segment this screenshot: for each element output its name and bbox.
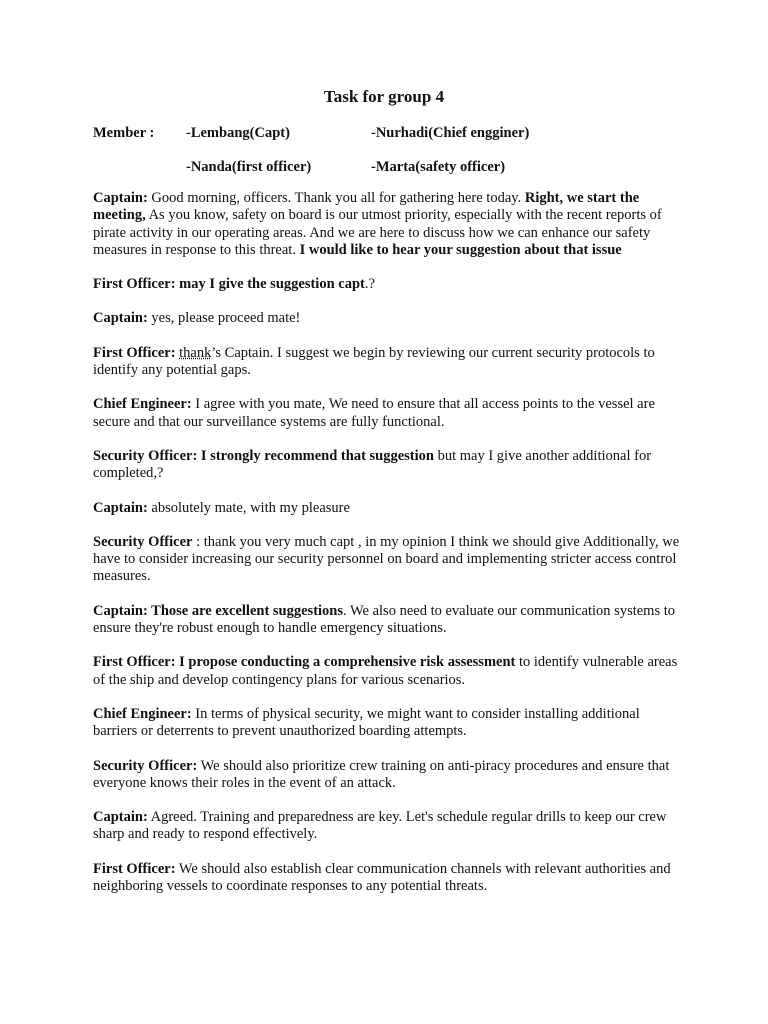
dialogue-turn <box>93 190 683 259</box>
dialogue-text: : thank you very much capt , in my opinion I think we should give Additionally, we have to consider increasing our security personnel on board and implementing stricter access control measures. <box>93 533 680 585</box>
member-marta: -Marta(safety officer) <box>371 159 506 175</box>
speaker-name: Captain: <box>93 310 148 327</box>
dialogue-text: We should also prioritize crew training on anti-piracy procedures and ensure that everyone knows their roles in the event of an attack. <box>93 757 670 791</box>
dialogue-text: .? <box>364 276 375 293</box>
dialogue-turn <box>93 448 683 483</box>
dialogue-text: absolutely mate, with my pleasure <box>147 499 350 516</box>
member-nanda: -Nanda(first officer) <box>186 159 312 175</box>
document-title: Task for group 4 <box>323 87 445 106</box>
speaker-name: Security Officer: <box>93 447 198 464</box>
speaker-name: Captain: <box>93 190 148 206</box>
speaker-name: First Officer: <box>93 860 176 877</box>
dialogue-turn <box>93 706 683 741</box>
dialogue-text: Agreed. Training and preparedness are key. Let's schedule regular drills to keep our crew sharp and ready to respond effectively. <box>93 809 667 843</box>
member-label: Member : <box>93 125 155 141</box>
dialogue-text: to identify vulnerable areas of the ship and develop contingency plans for various scenarios. <box>93 654 678 688</box>
dialogue-turn <box>93 603 683 638</box>
speaker-name: Chief Engineer: <box>93 705 192 722</box>
emphasized-text: Right, we start the meeting, <box>93 190 640 224</box>
speaker-name: First Officer: <box>93 344 176 361</box>
emphasized-text: I would like to hear your suggestion about that issue <box>299 241 622 258</box>
dialogue-text: thank <box>179 344 212 361</box>
dialogue-turn <box>93 345 683 380</box>
emphasized-text: I strongly recommend that suggestion <box>197 447 434 464</box>
dialogue-turn <box>93 861 683 896</box>
member-nurhadi: -Nurhadi(Chief engginer) <box>371 125 530 141</box>
dialogue-turn <box>93 500 683 517</box>
emphasized-text: may I give the suggestion capt <box>175 276 365 293</box>
speaker-name: Captain: <box>93 602 148 619</box>
dialogue-text: yes, please proceed mate! <box>147 310 301 327</box>
dialogue-turn <box>93 276 683 293</box>
dialogue-turn <box>93 396 683 431</box>
dialogue-text: As you know, safety on board is our utmost priority, especially with the recent reports of pirate activity in our operating areas. And we are here to discuss how we can enhance our safety measures in response to this threat. <box>93 207 662 258</box>
dialogue-turn <box>93 809 683 844</box>
speaker-name: Captain: <box>93 809 148 826</box>
member-lembang: -Lembang(Capt) <box>186 125 290 141</box>
dialogue-text: In terms of physical security, we might want to consider installing additional barriers or deterrents to prevent unauthorized boarding attempts. <box>93 705 640 740</box>
dialogue <box>93 190 683 912</box>
speaker-name: Security Officer <box>93 533 193 550</box>
dialogue-text: . We also need to evaluate our communication systems to ensure they're robust enough to handle emergency situations. <box>93 602 676 637</box>
dialogue-text: but may I give another additional for completed,? <box>93 447 652 482</box>
speaker-name: Captain: <box>93 499 148 516</box>
speaker-name: Security Officer: <box>93 757 198 774</box>
dialogue-text: ’s Captain. I suggest we begin by reviewing our current security protocols to identify any potential gaps. <box>93 344 655 379</box>
emphasized-text: Those are excellent suggestions <box>147 602 344 619</box>
dialogue-turn <box>93 758 683 793</box>
speaker-name: Chief Engineer: <box>93 396 192 413</box>
dialogue-turn <box>93 310 683 327</box>
dialogue-text: We should also establish clear communication channels with relevant authorities and neighboring vessels to coordinate responses to any potential threats. <box>93 860 671 895</box>
dialogue-text: I agree with you mate, We need to ensure that all access points to the vessel are secure and that our surveillance systems are fully functional. <box>93 396 655 430</box>
dialogue-turn <box>93 534 683 586</box>
dialogue-turn <box>93 654 683 689</box>
speaker-name: First Officer: <box>93 276 176 293</box>
emphasized-text: I propose conducting a comprehensive risk assessment <box>175 654 516 671</box>
speaker-name: First Officer: <box>93 654 176 671</box>
dialogue-text: Good morning, officers. Thank you all for gathering here today. <box>147 190 525 206</box>
